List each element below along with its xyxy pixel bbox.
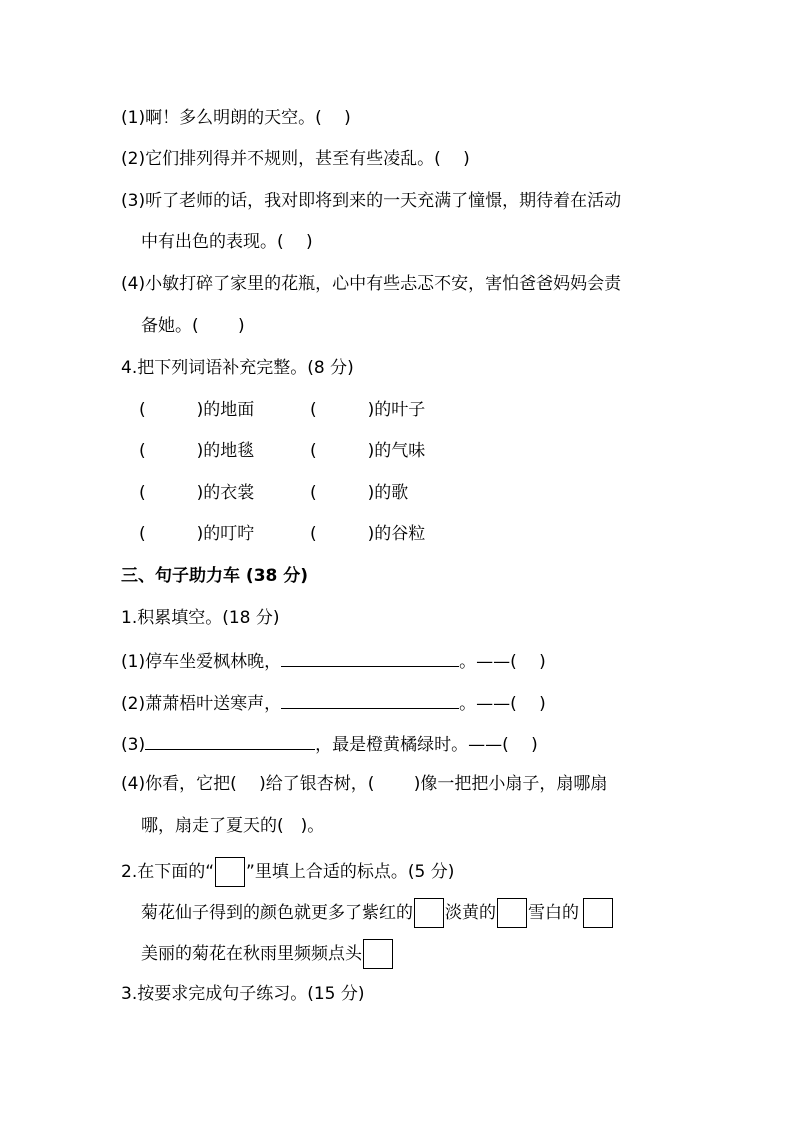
fill-item-1: (1)停车坐爱枫林晚， 。——( ) <box>121 648 546 673</box>
punctuation-box-icon <box>215 857 245 887</box>
item-text: 它们排列得并不规则，甚至有些凌乱。( ) <box>145 149 470 169</box>
fill-item-3: (3) ，最是橙黄橘绿时。——( ) <box>121 731 538 756</box>
word-blank[interactable]: ( )的叮咛 <box>139 524 255 544</box>
punctuation-line-1: 菊花仙子得到的颜色就更多了紫红的 淡黄的 雪白的 <box>141 898 614 928</box>
question-2-title: 2.在下面的“ ”里填上合适的标点。(5 分) <box>121 857 454 887</box>
item-2 <box>121 148 470 170</box>
word-blank[interactable]: ( )的歌 <box>310 483 409 503</box>
answer-blank[interactable] <box>281 690 459 709</box>
punctuation-box[interactable] <box>414 898 444 928</box>
question-3-title: 3.按要求完成句子练习。(15 分) <box>121 984 365 1004</box>
punctuation-line-2: 美丽的菊花在秋雨里频频点头 <box>141 939 394 969</box>
word-blank[interactable]: ( )的气味 <box>310 441 426 461</box>
word-blank[interactable]: ( )的衣裳 <box>139 483 255 503</box>
word-blank[interactable]: ( )的谷粒 <box>310 524 426 544</box>
item-number: (4) <box>121 274 146 294</box>
item-3-continuation: 中有出色的表现。( ) <box>141 232 313 252</box>
item-number: (2) <box>121 149 146 169</box>
word-blank[interactable]: ( )的地面 <box>139 400 255 420</box>
word-blank[interactable]: ( )的叶子 <box>310 400 426 420</box>
punctuation-box[interactable] <box>497 898 527 928</box>
question-4-title: 4.把下列词语补充完整。(8 分) <box>121 358 354 378</box>
item-number: (1) <box>121 108 146 128</box>
section-3-title: 三、句子助力车 (38 分) <box>121 566 309 586</box>
item-text: 听了老师的话，我对即将到来的一天充满了憧憬，期待着在活动 <box>145 191 622 211</box>
punctuation-box[interactable] <box>363 939 393 969</box>
fill-item-4-continuation: 哪，扇走了夏天的( )。 <box>141 816 325 836</box>
item-4 <box>121 273 621 295</box>
item-number: (3) <box>121 191 146 211</box>
answer-blank[interactable] <box>281 648 459 667</box>
punctuation-box[interactable] <box>583 898 613 928</box>
item-1 <box>121 107 351 129</box>
item-3 <box>121 190 621 212</box>
fill-item-2: (2)萧萧梧叶送寒声， 。——( ) <box>121 690 546 715</box>
item-text: 小敏打碎了家里的花瓶，心中有些忐忑不安，害怕爸爸妈妈会责 <box>145 274 622 294</box>
question-1-title: 1.积累填空。(18 分) <box>121 608 280 628</box>
fill-item-4: (4)你看，它把( )给了银杏树，( )像一把把小扇子，扇哪扇 <box>121 774 608 794</box>
item-4-continuation: 备她。( ) <box>141 316 245 336</box>
word-blank[interactable]: ( )的地毯 <box>139 441 255 461</box>
answer-blank[interactable] <box>145 731 315 750</box>
item-text: 啊！多么明朗的天空。( ) <box>145 108 351 128</box>
